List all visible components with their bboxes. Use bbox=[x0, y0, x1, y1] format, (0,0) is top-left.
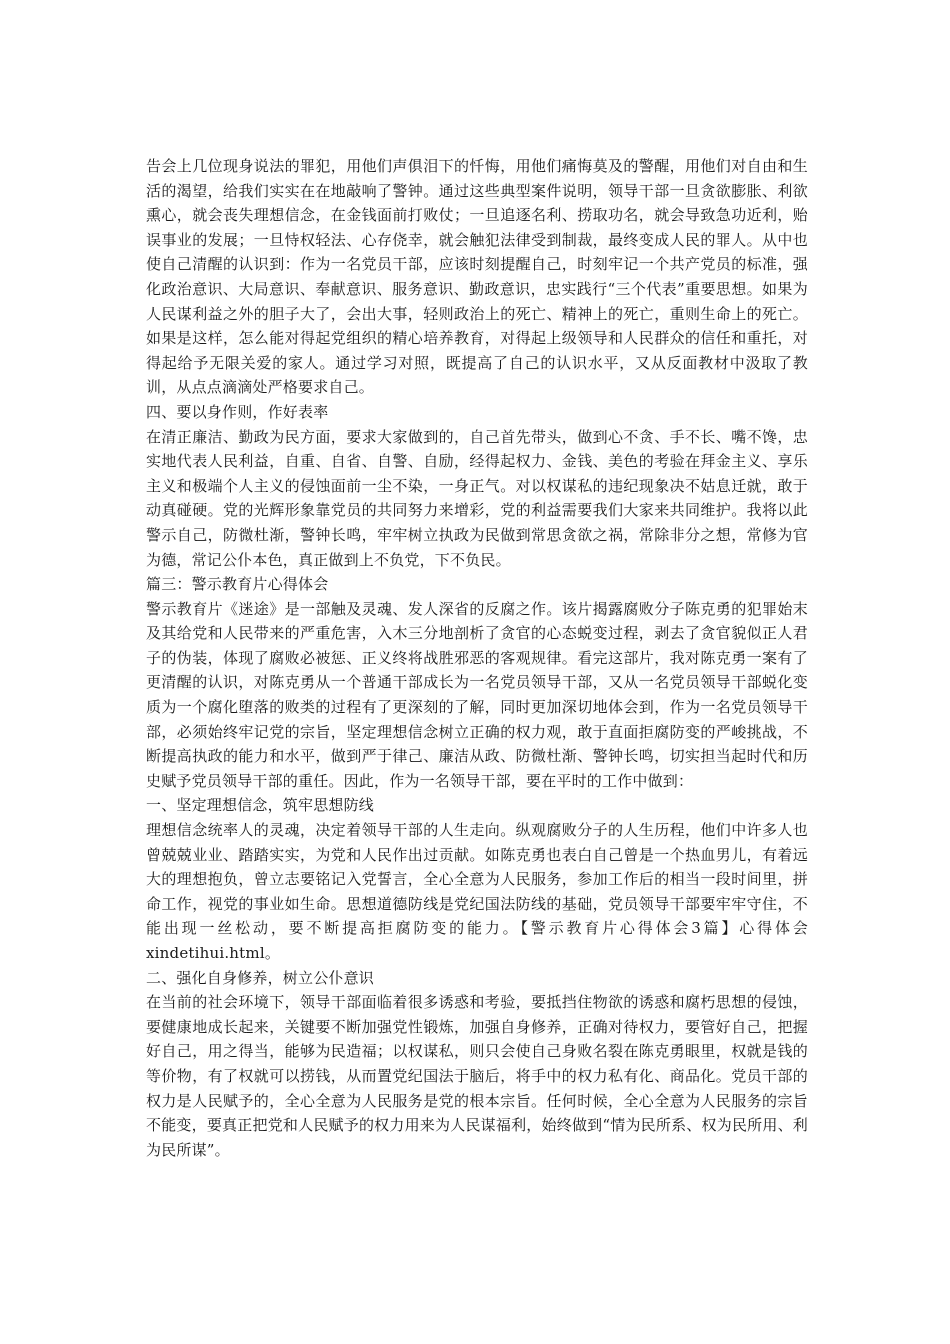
body-paragraph: 在清正廉洁、勤政为民方面，要求大家做到的，自己首先带头，做到心不贪、手不长、嘴不馋，忠实地代表人民利益，自重、自省、自警、自励，经得起权力、金钱、美色的考验在拜金主义、享乐主义和极端个人主义的侵蚀面前一尘不染，一身正气。对以权谋私的违纪现象决不姑息迁就，敢于动真碰硬。党的光辉形象靠党员的共同努力来增彩，党的利益需要我们大家来共同维护。我将以此警示自己，防微杜渐，警钟长鸣，牢牢树立执政为民做到常思贪欲之祸，常除非分之想，常修为官为德，常记公仆本色，真正做到上不负党，下不负民。 bbox=[146, 427, 808, 569]
section-heading: 一、坚定理想信念，筑牢思想防线 bbox=[146, 796, 375, 815]
body-paragraph: 在当前的社会环境下，领导干部面临着很多诱惑和考验，要抵挡住物欲的诱惑和腐朽思想的侵蚀，要健康地成长起来，关键要不断加强党性锻炼，加强自身修养，正确对待权力，要管好自己，把握好自己，用之得当，能够为民造福；以权谋私，则只会使自己身败名裂在陈克勇眼里，权就是钱的等价物，有了权就可以捞钱，从而置党纪国法于脑后，将手中的权力私有化、商品化。党员干部的权力是人民赋予的，全心全意为人民服务是党的根本宗旨。任何时候，全心全意为人民服务的宗旨不能变，要真正把党和人民赋予的权力用来为人民谋福利，始终做到“情为民所系、权为民所用、利为民所谋”。 bbox=[146, 993, 808, 1159]
section-heading: 二、强化自身修养，树立公仆意识 bbox=[146, 968, 375, 987]
section-heading: 四、要以身作则，作好表率 bbox=[146, 402, 329, 421]
document-body bbox=[146, 154, 808, 1162]
body-paragraph: 警示教育片《迷途》是一部触及灵魂、发人深省的反腐之作。该片揭露腐败分子陈克勇的犯罪始末及其给党和人民带来的严重危害，入木三分地剖析了贪官的心态蜕变过程，剥去了贪官貌似正人君子的伪装，体现了腐败必被惩、正义终将战胜邪恶的客观规律。看完这部片，我对陈克勇一案有了更清醒的认识，对陈克勇从一个普通干部成长为一名党员领导干部，又从一名党员领导干部蜕化变质为一个腐化堕落的败类的过程有了更深刻的了解，同时更加深切地体会到，作为一名党员领导干部，必须始终牢记党的宗旨，坚定理想信念树立正确的权力观，敢于直面拒腐防变的严峻挑战，不断提高执政的能力和水平，做到严于律己、廉洁从政、防微杜渐、警钟长鸣，切实担当起时代和历史赋予党员领导干部的重任。因此，作为一名领导干部，要在平时的工作中做到： bbox=[146, 599, 808, 790]
body-paragraph: 理想信念统率人的灵魂，决定着领导干部的人生走向。纵观腐败分子的人生历程，他们中许多人也曾兢兢业业、踏踏实实，为党和人民作出过贡献。如陈克勇也表白自己曾是一个热血男儿，有着远大的理想抱负，曾立志要铭记入党誓言，全心全意为人民服务，参加工作后的相当一段时间里，拼命工作，视党的事业如生命。思想道德防线是党纪国法防线的基础，党员领导干部要牢牢守住，不能出现一丝松动，要不断提高拒腐防变的能力。【警示教育片心得体会3篇】心得体会 xindetihui.html。 bbox=[146, 821, 808, 962]
section-heading: 篇三：警示教育片心得体会 bbox=[146, 575, 329, 594]
body-paragraph: 告会上几位现身说法的罪犯，用他们声俱泪下的忏悔，用他们痛悔莫及的警醒，用他们对自由和生活的渴望，给我们实实在在地敲响了警钟。通过这些典型案件说明，领导干部一旦贪欲膨胀、利欲熏心，就会丧失理想信念，在金钱面前打败仗；一旦追逐名利、捞取功名，就会导致急功近利，贻误事业的发展；一旦恃权轻法、心存侥幸，就会触犯法律受到制裁，最终变成人民的罪人。从中也使自己清醒的认识到：作为一名党员干部，应该时刻提醒自己，时刻牢记一个共产党员的标准，强化政治意识、大局意识、奉献意识、服务意识、勤政意识，忠实践行“三个代表”重要思想。如果为人民谋利益之外的胆子大了，会出大事，轻则政治上的死亡、精神上的死亡，重则生命上的死亡。如果是这样，怎么能对得起党组织的精心培养教育，对得起上级领导和人民群众的信任和重托，对得起给予无限关爱的家人。通过学习对照，既提高了自己的认识水平，又从反面教材中汲取了教训，从点点滴滴处严格要求自己。 bbox=[146, 157, 808, 397]
